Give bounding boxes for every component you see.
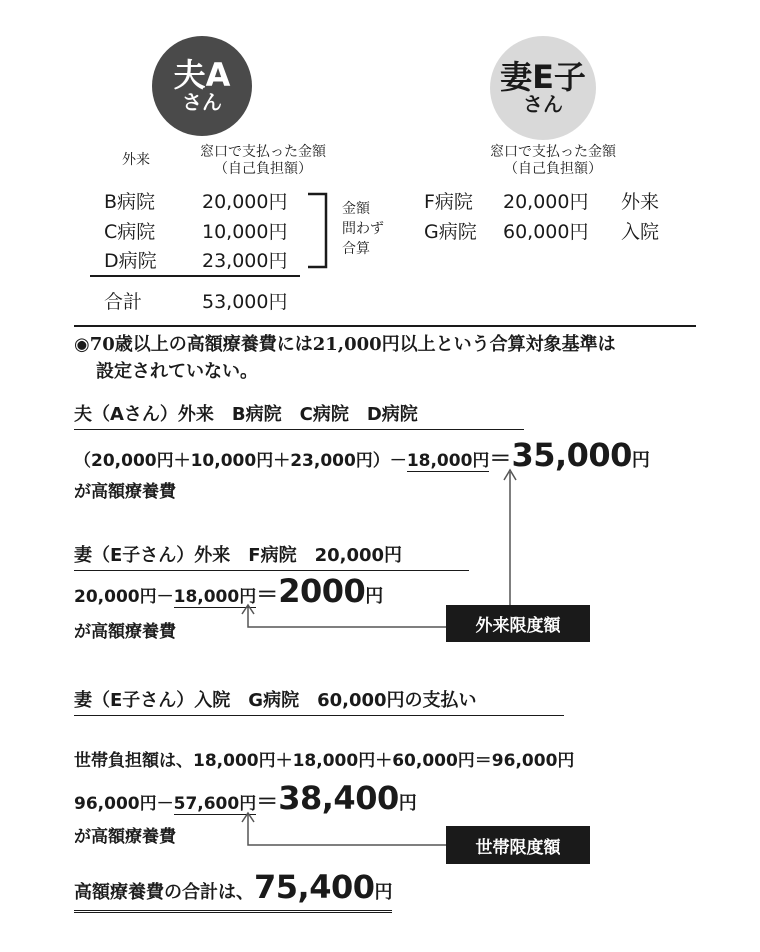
right-row-g-amount: 60,000円 bbox=[503, 221, 589, 243]
person-e-name: 妻E子 bbox=[500, 57, 586, 96]
section3-result: 38,400 bbox=[278, 779, 399, 817]
section2-result-unit: 円 bbox=[365, 586, 384, 607]
gairai-limit-tag: 外来限度額 bbox=[446, 605, 590, 642]
left-row-c-amount: 10,000円 bbox=[202, 221, 288, 243]
right-row-f-name: F病院 bbox=[424, 191, 473, 213]
right-row-g-name: G病院 bbox=[424, 221, 477, 243]
section2-deduct: 18,000円 bbox=[174, 582, 257, 608]
left-bracket bbox=[306, 193, 336, 269]
section3-line1: 世帯負担額は、18,000円＋18,000円＋60,000円＝96,000円 bbox=[74, 751, 575, 771]
left-row-d-amount: 23,000円 bbox=[202, 250, 288, 272]
section1-result-unit: 円 bbox=[631, 450, 650, 471]
gairai-arrow bbox=[500, 468, 520, 614]
bracket-note-line1: 金額 bbox=[342, 201, 370, 217]
bracket-note bbox=[342, 199, 384, 259]
total-line bbox=[74, 868, 392, 913]
left-sum-rule bbox=[90, 275, 300, 277]
section3-result-unit: 円 bbox=[398, 793, 417, 814]
note-line2: 設定されていない。 bbox=[96, 361, 258, 382]
person-a-badge bbox=[152, 36, 252, 136]
bracket-note-line2: 問わず bbox=[342, 221, 384, 237]
section2-suffix: が高額療養費 bbox=[74, 622, 176, 642]
total-amount: 75,400 bbox=[254, 868, 375, 906]
right-row-f-type: 外来 bbox=[621, 191, 660, 213]
section3-deduct: 57,600円 bbox=[174, 789, 257, 815]
person-a-honorific: さん bbox=[182, 90, 222, 115]
section3-equals: ＝ bbox=[256, 790, 279, 815]
section1-suffix: が高額療養費 bbox=[74, 482, 176, 502]
bracket-note-line3: 合算 bbox=[342, 241, 370, 257]
section1-formula bbox=[74, 436, 650, 474]
section2-equals: ＝ bbox=[256, 583, 279, 608]
person-e-badge bbox=[490, 36, 596, 140]
person-e-honorific: さん bbox=[523, 92, 563, 117]
section3-heading: 妻（E子さん）入院 G病院 60,000円の支払い bbox=[74, 686, 564, 716]
section3-formula-prefix: 96,000円－ bbox=[74, 794, 174, 814]
section2-result: 2000 bbox=[278, 572, 366, 610]
section1-deduct: 18,000円 bbox=[407, 446, 490, 472]
left-total-amount: 53,000円 bbox=[202, 291, 288, 313]
right-header-line1: 窓口で支払った金額 bbox=[490, 144, 616, 160]
note-line1: ◉70歳以上の高額療養費には21,000円以上という合算対象基準は bbox=[74, 334, 616, 355]
section2-arrow bbox=[238, 604, 450, 630]
setai-limit-tag: 世帯限度額 bbox=[446, 826, 590, 864]
person-a-name: 夫A bbox=[173, 55, 231, 94]
section3-arrow bbox=[238, 812, 450, 848]
right-table-header bbox=[468, 144, 638, 178]
section2-formula-prefix: 20,000円－ bbox=[74, 587, 174, 607]
section1-formula-prefix: （20,000円＋10,000円＋23,000円）－ bbox=[74, 451, 407, 471]
left-row-b-amount: 20,000円 bbox=[202, 191, 288, 213]
total-label: 高額療養費の合計は、 bbox=[74, 882, 254, 903]
section2-heading: 妻（E子さん）外来 F病院 20,000円 bbox=[74, 541, 469, 571]
section1-equals: ＝ bbox=[489, 447, 512, 472]
right-row-g-type: 入院 bbox=[621, 221, 660, 243]
right-row-f-amount: 20,000円 bbox=[503, 191, 589, 213]
section3-suffix: が高額療養費 bbox=[74, 827, 176, 847]
left-row-d-name: D病院 bbox=[104, 250, 157, 272]
section1-heading: 夫（Aさん）外来 B病院 C病院 D病院 bbox=[74, 400, 524, 430]
left-row-b-name: B病院 bbox=[104, 191, 156, 213]
note-top-rule bbox=[74, 325, 696, 327]
left-total-label: 合計 bbox=[104, 291, 143, 313]
left-header-line2: （自己負担額） bbox=[214, 161, 312, 177]
left-header-line1: 窓口で支払った金額 bbox=[200, 144, 326, 160]
left-table-header bbox=[178, 144, 348, 178]
total-unit: 円 bbox=[374, 882, 393, 903]
left-gairai-label: 外来 bbox=[122, 152, 150, 168]
section1-result: 35,000 bbox=[511, 436, 632, 474]
left-row-c-name: C病院 bbox=[104, 221, 156, 243]
right-header-line2: （自己負担額） bbox=[504, 161, 602, 177]
